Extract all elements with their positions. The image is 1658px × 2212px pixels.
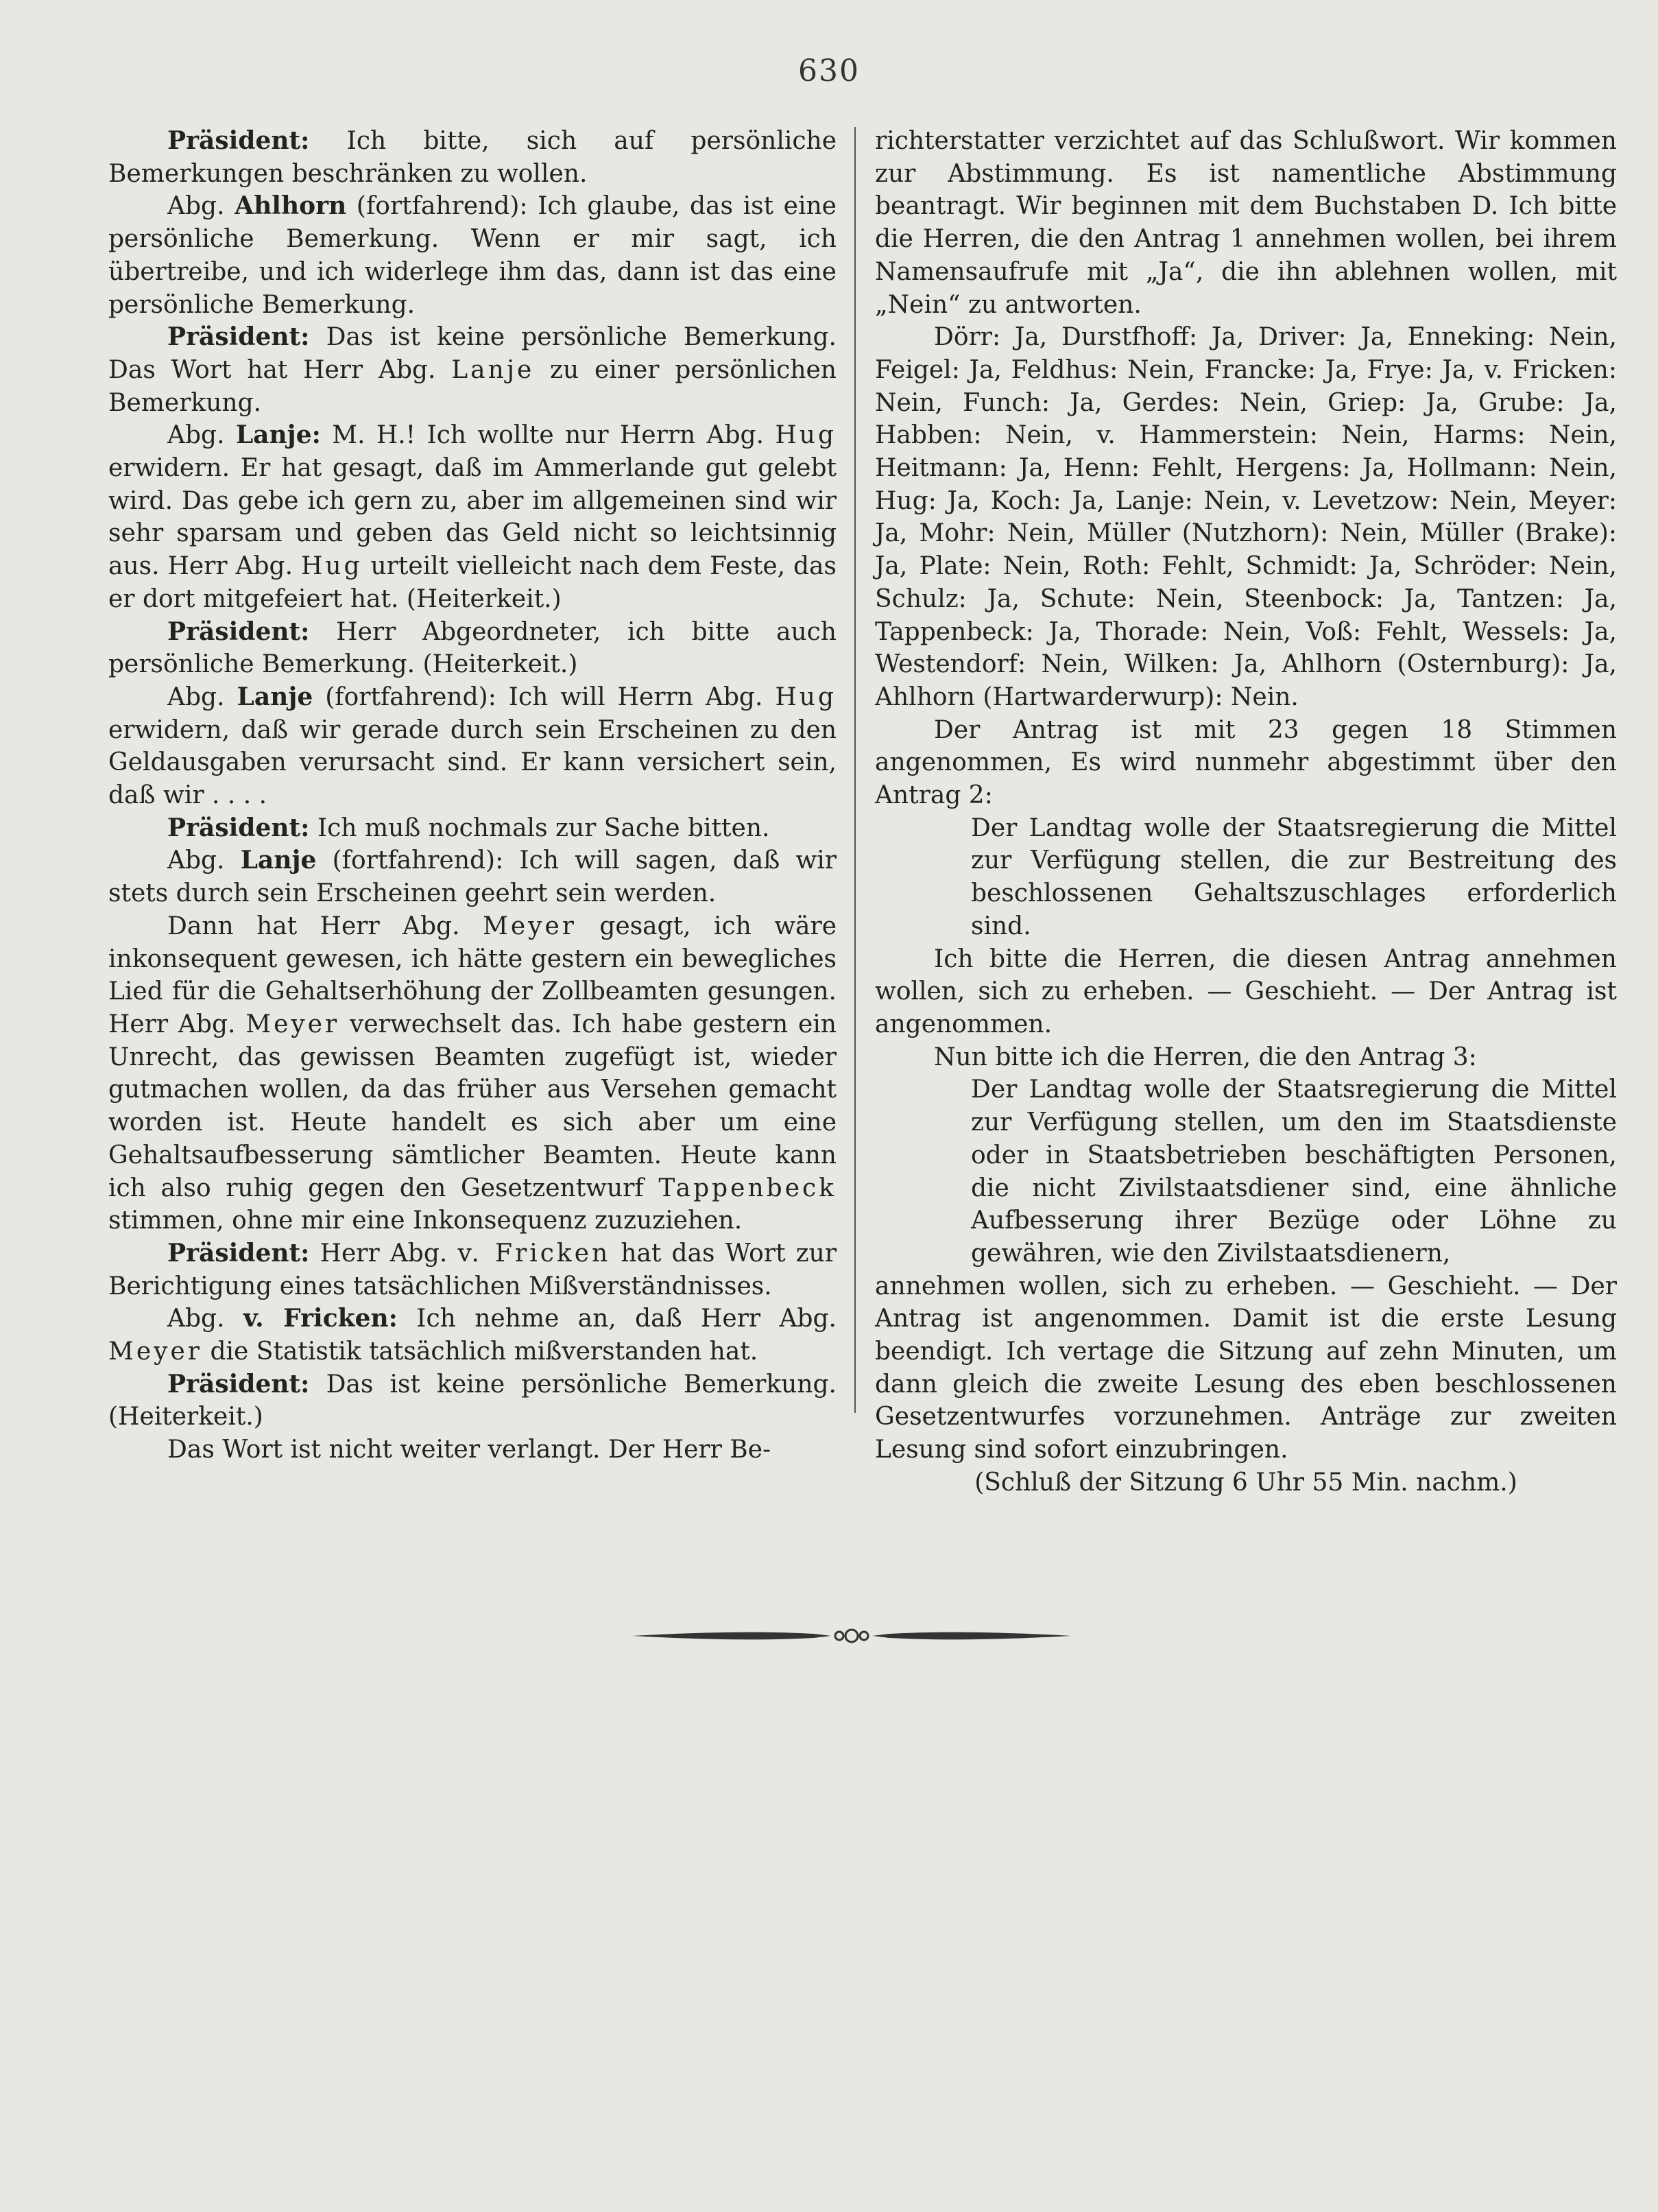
speech-text: Herr Abg. xyxy=(309,1239,458,1268)
member-name: Meyer xyxy=(245,1010,340,1038)
member-name: Tappenbeck xyxy=(658,1174,837,1202)
speech-text: erwidern, daß wir gerade durch sein Erscheinen zu den Geldausgaben verursacht sind. Er kann versichert sein, daß wir . . . . xyxy=(108,715,837,810)
speech-text: gesagt, ich wäre inkonsequent gewesen, ich hätte gestern ein bewegliches Lied für die Gehaltserhöhung der Zollbeamten gesungen. Herr Abg. xyxy=(108,912,837,1038)
paragraph xyxy=(108,321,837,419)
paragraph: Das Wort ist nicht weiter verlangt. Der Herr Be- xyxy=(167,1436,771,1464)
speaker-prefix: Abg. xyxy=(167,846,241,875)
speaker-name: Präsident: xyxy=(167,1238,310,1268)
column-divider xyxy=(854,127,856,1413)
speaker-prefix: Abg. xyxy=(167,1305,243,1333)
speech-text: (fortfahrend): Ich will Herrn Abg. xyxy=(313,682,776,711)
member-name: Lanje xyxy=(451,355,535,384)
speech-text: die Statistik tatsächlich mißverstanden hat. xyxy=(202,1337,758,1366)
speech-text: (fortfahrend): Ich will sagen, daß wir stets durch sein Erscheinen geehrt sein werden. xyxy=(108,846,837,908)
speech-text: (fortfahrend): Ich glaube, das ist eine persönliche Bemerkung. Wenn er mir sagt, ich übertreibe, und ich widerlege ihm das, dann ist das eine persönliche Bemerkung. xyxy=(108,192,837,319)
left-column xyxy=(108,125,837,1466)
speaker-prefix: Abg. xyxy=(167,421,236,450)
member-name: Meyer xyxy=(108,1337,203,1366)
speech-text: Ich nehme an, daß Herr Abg. xyxy=(397,1305,837,1333)
paragraph xyxy=(108,1303,837,1368)
paragraph xyxy=(108,190,837,321)
speaker-name: v. Fricken: xyxy=(243,1304,398,1333)
paragraph: Ich bitte die Herren, die diesen Antrag annehmen wollen, sich zu erheben. — Geschieht. — Der Antrag ist angenommen. xyxy=(875,944,1617,1038)
speaker-name: Präsident: xyxy=(167,322,310,352)
speech-text: Ich muß nochmals zur Sache bitten. xyxy=(309,813,770,842)
speech-text: Ich bitte, sich auf persönliche Bemerkungen beschränken zu wollen. xyxy=(108,127,837,188)
member-name: Meyer xyxy=(482,912,577,940)
speech-text: erwidern. Er hat gesagt, daß im Ammerlande gut gelebt wird. Das gebe ich gern zu, aber im allgemeinen sind wir sehr sparsam und geben das Geld nicht so leichtsinnig aus. Herr Abg. xyxy=(108,454,837,581)
speaker-name: Lanje xyxy=(240,846,317,875)
speech-text: Das ist keine persönliche Bemerkung. Das Wort hat Herr Abg. xyxy=(108,323,837,384)
member-name: Hug xyxy=(300,552,363,581)
paragraph xyxy=(108,844,837,909)
speaker-name: Präsident: xyxy=(167,126,310,155)
paragraph xyxy=(108,812,837,845)
speech-text: M. H.! Ich wollte nur Herrn Abg. xyxy=(320,421,776,450)
paragraph xyxy=(108,1368,837,1434)
speaker-name: Ahlhorn xyxy=(235,191,347,221)
speaker-prefix: Abg. xyxy=(167,192,235,221)
paragraph xyxy=(108,681,837,812)
paragraph: Nun bitte ich die Herren, die den Antrag 3: xyxy=(934,1043,1477,1071)
paragraph xyxy=(108,910,837,1237)
motion-text: Der Landtag wolle der Staatsregierung die Mittel zur Verfügung stellen, um den im Staatsdienste oder in Staatsbetrieben beschäftigten Personen, die nicht Zivilstaatsdiener sind, eine ähnliche Aufbesserung ihrer Bezüge oder Löhne zu gewähren, wie den Zivilstaatsdienern, xyxy=(971,1075,1617,1268)
motion-text: Der Landtag wolle der Staatsregierung die Mittel zur Verfügung stellen, die zur Bestreitung des beschlossenen Gehaltszuschlages erforderlich sind. xyxy=(971,813,1617,940)
paragraph: Der Antrag ist mit 23 gegen 18 Stimmen angenommen, Es wird nunmehr abgestimmt über den Antrag 2: xyxy=(875,715,1617,810)
paragraph: richterstatter verzichtet auf das Schlußwort. Wir kommen zur Abstimmung. Es ist namentliche Abstimmung beantragt. Wir beginnen mit dem Buchstaben D. Ich bitte die Herren, die den Antrag 1 annehmen wollen, bei ihrem Namensaufrufe mit „Ja“, die ihn ablehnen wollen, mit „Nein“ zu antworten. xyxy=(875,127,1617,319)
speech-text: Dann hat Herr Abg. xyxy=(167,912,483,940)
paragraph: annehmen wollen, sich zu erheben. — Geschieht. — Der Antrag ist angenommen. Damit ist die erste Lesung beendigt. Ich vertage die Sitzung auf zehn Minuten, um dann gleich die zweite Lesung des eben beschlossenen Gesetzentwurfes vorzunehmen. Anträge zur zweiten Lesung sind sofort einzubringen. xyxy=(875,1272,1617,1464)
paragraph xyxy=(108,419,837,615)
member-name: v. Fricken xyxy=(457,1239,611,1268)
speech-text: Das ist keine persönliche Bemerkung. (Heiterkeit.) xyxy=(108,1370,837,1431)
paragraph xyxy=(108,125,837,190)
speech-text: hat das Wort zur Berichtigung eines tatsächlichen Mißverständnisses. xyxy=(108,1239,837,1300)
paragraph xyxy=(108,1237,837,1303)
speech-text: urteilt vielleicht nach dem Feste, das er dort mitgefeiert hat. (Heiterkeit.) xyxy=(108,552,837,613)
vote-list: Dörr: Ja, Durstfhoff: Ja, Driver: Ja, Enneking: Nein, Feigel: Ja, Feldhus: Nein, Francke: Ja, Frye: Ja, v. Fricken: Nein, Funch: Ja, Gerdes: Nein, Griep: Ja, Grube: Ja, Habben: Nein, v. Hammerstein: Nein, Harms: Nein, Heitmann: Ja, Henn: Fehlt, Hergens: Ja, Hollmann: Nein, Hug: Ja, Koch: Ja, Lanje: Nein, v. Levetzow: Nein, Meyer: Ja, Mohr: Nein, Müller (Nutzhorn): Nein, Müller (Brake): Ja, Plate: Nein, Roth: Fehlt, Schmidt: Ja, Schröder: Nein, Schulz: Ja, Schute: Nein, Steenbock: Ja, Tantzen: Ja, Tappenbeck: Ja, Thorade: Nein, Voß: Fehlt, Wessels: Ja, Westendorf: Nein, Wilken: Ja, Ahlhorn (Osternburg): Ja, Ahlhorn (Hartwarderwurp): Nein. xyxy=(875,323,1617,711)
right-column xyxy=(875,125,1617,1499)
speech-text: stimmen, ohne mir eine Inkonsequenz zuzuziehen. xyxy=(108,1206,743,1235)
speech-text: Herr Abgeordneter, ich bitte auch persönliche Bemerkung. (Heiterkeit.) xyxy=(108,617,837,679)
speaker-name: Präsident: xyxy=(167,1369,310,1399)
speaker-name: Präsident: xyxy=(167,813,310,842)
session-close: (Schluß der Sitzung 6 Uhr 55 Min. nachm.) xyxy=(974,1468,1517,1497)
speaker-name: Lanje: xyxy=(235,420,321,450)
member-name: Hug xyxy=(775,421,837,450)
page-number: 630 xyxy=(798,53,860,88)
paragraph xyxy=(108,616,837,681)
speech-text: verwechselt das. Ich habe gestern ein Unrecht, das gewissen Beamten zugefügt ist, wieder gutmachen wollen, da das früher aus Versehen gemacht worden ist. Heute handelt es sich aber um eine Gehaltsaufbesserung sämtlicher Beamten. Heute kann ich also ruhig gegen den Gesetzentwurf xyxy=(108,1010,837,1202)
speech-text: zu einer persönlichen Bemerkung. xyxy=(108,355,837,417)
ornament-rule-icon xyxy=(632,1620,1071,1652)
speaker-name: Präsident: xyxy=(167,617,310,646)
speaker-prefix: Abg. xyxy=(167,682,237,711)
speaker-name: Lanje xyxy=(237,682,313,711)
member-name: Hug xyxy=(775,682,837,711)
